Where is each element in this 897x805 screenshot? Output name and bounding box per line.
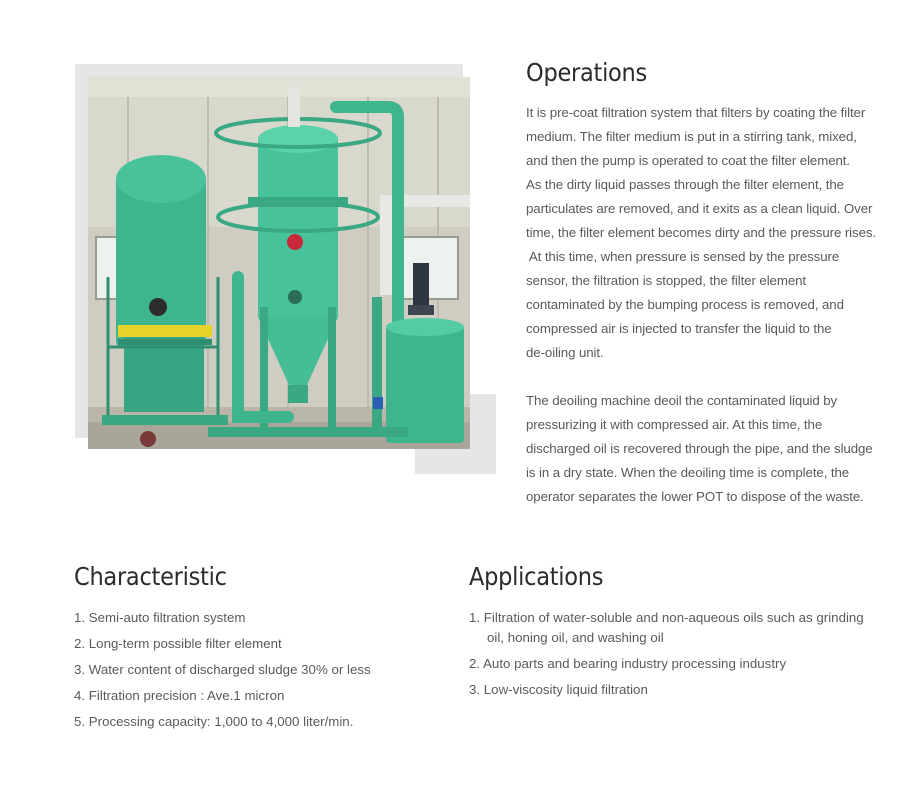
operations-line: The deoiling machine deoil the contaminated liquid by (526, 393, 838, 408)
applications-section (469, 562, 897, 706)
operations-line: medium. The filter medium is put in a stirring tank, mixed, (526, 129, 857, 144)
product-photo-frame (75, 64, 496, 474)
list-item: 5. Processing capacity: 1,000 to 4,000 liter/min. (74, 714, 354, 729)
characteristic-title: Characteristic (74, 562, 227, 591)
list-item: 2. Auto parts and bearing industry processing industry (469, 656, 787, 671)
list-item-line: 1. Filtration of water-soluble and non-aqueous oils such as grinding (469, 610, 864, 625)
operations-line: pressurizing it with compressed air. At this time, the (526, 417, 823, 432)
operations-paragraph-2 (526, 389, 897, 509)
list-item: 3. Water content of discharged sludge 30% or less (74, 662, 371, 677)
operations-line: particulates are removed, and it exits as a clean liquid. Over (526, 201, 873, 216)
characteristic-section (74, 562, 434, 738)
list-item: 2. Long-term possible filter element (74, 636, 282, 651)
list-item: 3. Low-viscosity liquid filtration (469, 682, 648, 697)
paragraph-gap (526, 365, 897, 389)
operations-line: compressed air is injected to transfer the liquid to the (526, 321, 832, 336)
operations-section (526, 58, 897, 509)
operations-line: and then the pump is operated to coat the filter element. (526, 153, 850, 168)
list-item: 1. Semi-auto filtration system (74, 610, 246, 625)
operations-line: time, the filter element becomes dirty and the pressure rises. (526, 225, 877, 240)
operations-line: contaminated by the bumping process is removed, and (526, 297, 844, 312)
operations-line: de-oiling unit. (526, 345, 604, 360)
applications-list (469, 608, 897, 700)
list-item: 4. Filtration precision : Ave.1 micron (74, 688, 285, 703)
operations-title: Operations (526, 58, 648, 87)
operations-line: It is pre-coat filtration system that filters by coating the filter (526, 105, 866, 120)
applications-title: Applications (469, 562, 604, 591)
operations-line: operator separates the lower POT to dispose of the waste. (526, 489, 864, 504)
operations-line: discharged oil is recovered through the pipe, and the sludge (526, 441, 873, 456)
operations-paragraph-1 (526, 101, 897, 365)
operations-line: At this time, when pressure is sensed by the pressure (526, 249, 840, 264)
operations-line: sensor, the filtration is stopped, the filter element (526, 273, 806, 288)
characteristic-list (74, 608, 434, 732)
list-item-continuation: oil, honing oil, and washing oil (487, 630, 664, 645)
operations-line: is in a dry state. When the deoiling time is complete, the (526, 465, 850, 480)
list-item (469, 608, 897, 648)
filtration-equipment-photo (88, 77, 470, 449)
operations-line: As the dirty liquid passes through the filter element, the (526, 177, 844, 192)
